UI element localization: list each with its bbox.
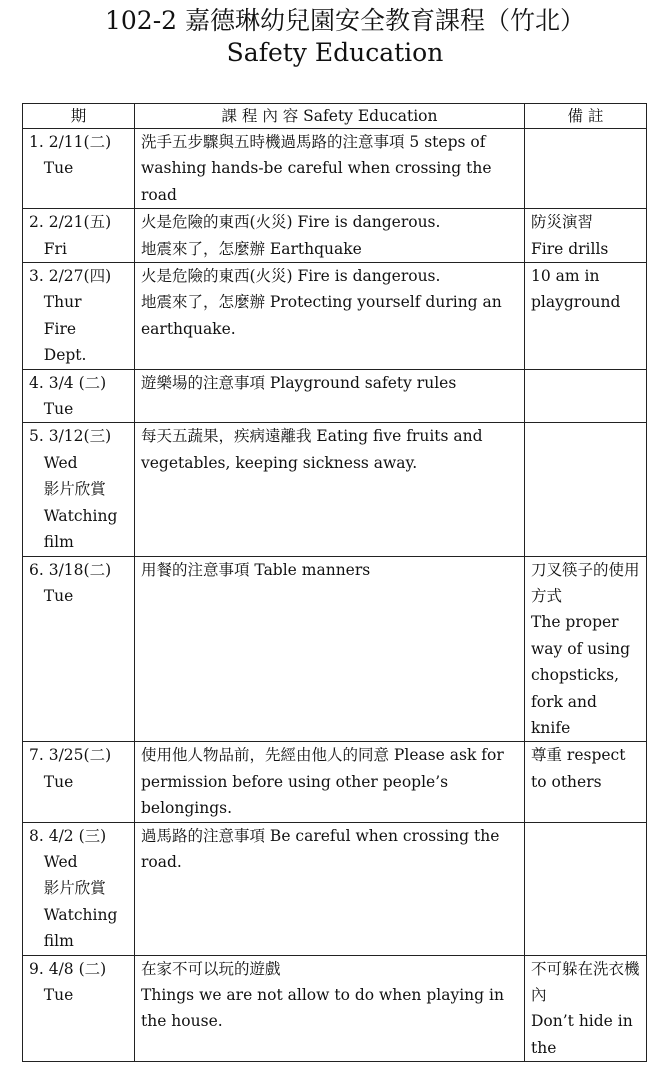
content-cell xyxy=(135,209,525,263)
date-line: 9. 4/8 (二) xyxy=(29,959,107,978)
content-line: 過馬路的注意事項 Be careful when crossing the road. xyxy=(141,826,500,871)
date-line: 7. 3/25(二) xyxy=(29,746,112,765)
content-line: 每天五蔬果，疾病遠離我 Eating five fruits and vegetables, keeping sickness away. xyxy=(141,427,483,472)
content-line: 用餐的注意事項 Table manners xyxy=(141,560,371,579)
note-cell xyxy=(525,263,647,370)
date-cell xyxy=(23,742,135,822)
note-cell xyxy=(525,129,647,209)
content-cell xyxy=(135,423,525,556)
date-cell xyxy=(23,822,135,955)
content-line: 使用他人物品前，先經由他人的同意 Please ask for permission before using other people’s belongings. xyxy=(141,746,504,818)
note-cell xyxy=(525,742,647,822)
note-line: 防災演習 xyxy=(531,213,594,232)
date-cell xyxy=(23,955,135,1062)
date-line: Tue xyxy=(29,586,74,605)
date-line: 5. 3/12(三) xyxy=(29,427,112,446)
date-line: 6. 3/18(二) xyxy=(29,560,112,579)
table-row xyxy=(23,263,647,370)
content-cell xyxy=(135,263,525,370)
date-cell xyxy=(23,263,135,370)
date-line: Tue xyxy=(29,986,74,1004)
date-line: Thur xyxy=(29,293,82,312)
table-row xyxy=(23,742,647,822)
date-line: 1. 2/11(二) xyxy=(29,133,112,151)
document-title: 102-2 嘉德琳幼兒園安全教育課程（竹北） xyxy=(104,6,586,35)
content-cell xyxy=(135,822,525,955)
date-line: 8. 4/2 (三) xyxy=(29,826,107,845)
date-line: Wed xyxy=(29,852,78,871)
date-cell xyxy=(23,423,135,556)
note-cell xyxy=(525,556,647,742)
date-line: Dept. xyxy=(29,346,87,365)
table-row xyxy=(23,556,647,742)
table-row xyxy=(23,129,647,209)
note-cell xyxy=(525,369,647,423)
schedule-body xyxy=(23,129,647,1062)
note-cell xyxy=(525,822,647,955)
header-content: 課 程 內 容 Safety Education xyxy=(135,104,525,129)
content-line: 火是危險的東西(火災) Fire is dangerous. xyxy=(141,267,441,286)
date-cell xyxy=(23,556,135,742)
table-row xyxy=(23,822,647,955)
content-cell xyxy=(135,129,525,209)
date-line: Fri xyxy=(29,239,67,258)
date-line: film xyxy=(29,932,74,951)
date-line: Watching xyxy=(29,905,118,924)
header-date: 期 xyxy=(23,104,135,129)
date-line: 影片欣賞 xyxy=(29,480,106,499)
table-row xyxy=(23,423,647,556)
date-line: 影片欣賞 xyxy=(29,879,106,898)
content-line: 洗手五步驟與五時機過馬路的注意事項 5 steps of washing hands-be careful when crossing the road xyxy=(141,133,492,204)
content-line: 遊樂場的注意事項 Playground safety rules xyxy=(141,373,457,392)
note-line: 尊重 respect to others xyxy=(531,746,626,791)
date-line: Fire xyxy=(29,319,77,338)
content-cell xyxy=(135,369,525,423)
date-line: 3. 2/27(四) xyxy=(29,267,112,286)
date-line: Watching xyxy=(29,506,118,525)
date-line: Wed xyxy=(29,453,78,472)
date-cell xyxy=(23,129,135,209)
date-line: Tue xyxy=(29,772,74,791)
note-line: Fire drills xyxy=(531,239,609,258)
date-cell xyxy=(23,209,135,263)
table-header-row xyxy=(23,104,647,129)
note-line: The proper way of using chopsticks, fork and knife xyxy=(531,613,630,737)
date-line: Tue xyxy=(29,159,74,178)
note-line: 10 am in playground xyxy=(531,267,621,312)
note-cell xyxy=(525,423,647,556)
content-cell xyxy=(135,556,525,742)
note-line: 不可躲在洗衣機內 xyxy=(531,959,640,1004)
table-row xyxy=(23,955,647,1062)
date-line: 4. 3/4 (二) xyxy=(29,373,107,392)
content-line: 在家不可以玩的遊戲 xyxy=(141,959,281,978)
content-line: 地震來了，怎麼辦 Protecting yourself during an earthquake. xyxy=(141,293,502,338)
date-cell xyxy=(23,369,135,423)
content-line: 火是危險的東西(火災) Fire is dangerous. xyxy=(141,213,441,232)
content-cell xyxy=(135,742,525,822)
schedule-table xyxy=(22,103,647,1062)
note-cell xyxy=(525,209,647,263)
date-line: Tue xyxy=(29,400,74,419)
content-cell xyxy=(135,955,525,1062)
table-row xyxy=(23,369,647,423)
table-row xyxy=(23,209,647,263)
note-line: 刀叉筷子的使用方式 xyxy=(531,560,640,605)
date-line: film xyxy=(29,533,74,552)
header-note: 備 註 xyxy=(525,104,647,129)
content-line: Things we are not allow to do when playing in the house. xyxy=(141,986,504,1031)
note-cell xyxy=(525,955,647,1062)
note-line: Don’t hide in the xyxy=(531,1012,633,1057)
content-line: 地震來了，怎麼辦 Earthquake xyxy=(141,239,362,258)
document-subtitle: Safety Education xyxy=(226,38,444,67)
date-line: 2. 2/21(五) xyxy=(29,213,112,232)
